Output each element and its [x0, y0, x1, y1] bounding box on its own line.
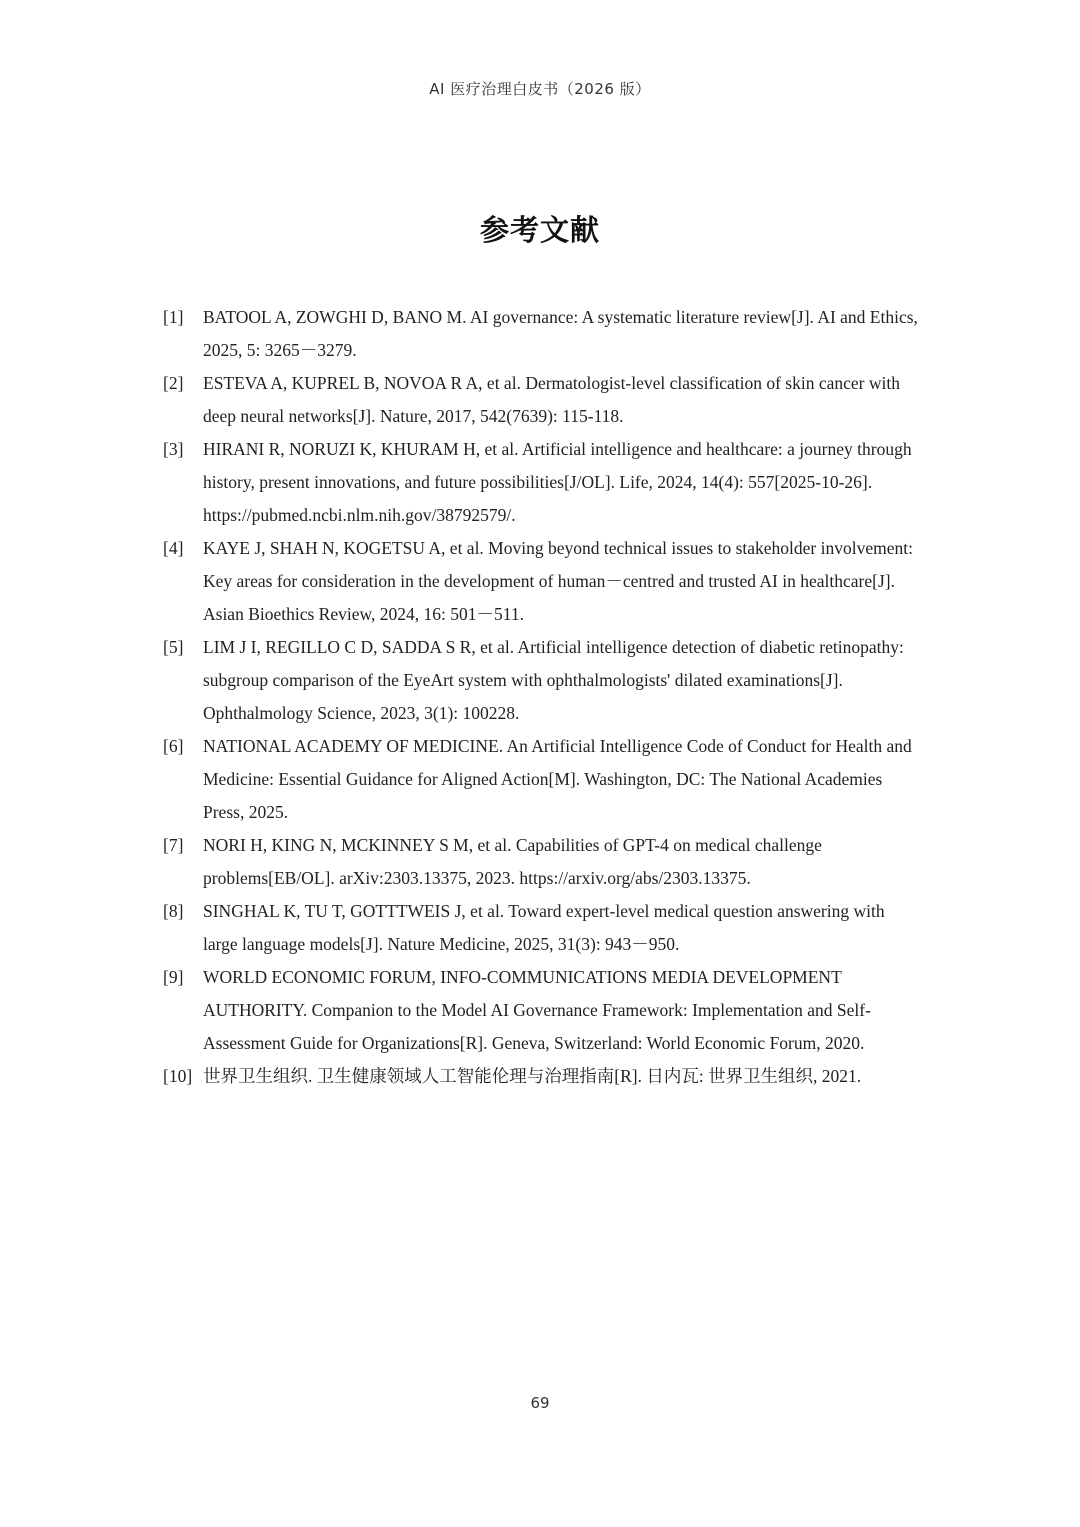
reference-number: [6]: [163, 736, 184, 756]
reference-number: [1]: [163, 307, 184, 327]
reference-number: [9]: [163, 967, 184, 987]
reference-number: [5]: [163, 637, 184, 657]
reference-item-9: [163, 961, 923, 1060]
reference-number: [2]: [163, 373, 184, 393]
running-header: AI 医疗治理白皮书（2026 版）: [429, 80, 651, 98]
reference-text: WORLD ECONOMIC FORUM, INFO-COMMUNICATIONS MEDIA DEVELOPMENT AUTHORITY. Companion to the Model AI Governance Framework: Implementation and Self-Assessment Guide for Organizations[R]. Geneva, Switzerland: World Economic Forum, 2020.: [203, 967, 871, 1053]
reference-text: BATOOL A, ZOWGHI D, BANO M. AI governance: A systematic literature review[J]. AI and Ethics, 2025, 5: 3265－3279.: [203, 307, 918, 360]
page-number: 69: [530, 1394, 550, 1412]
reference-item-5: [163, 631, 923, 730]
reference-number: [4]: [163, 538, 184, 558]
reference-item-7: [163, 829, 923, 895]
reference-text: LIM J I, REGILLO C D, SADDA S R, et al. Artificial intelligence detection of diabetic retinopathy: subgroup comparison of the EyeArt system with ophthalmologists' dilated examinations[J]. Ophthalmology Science, 2023, 3(1): 100228.: [203, 637, 904, 723]
reference-text: 世界卫生组织. 卫生健康领域人工智能伦理与治理指南[R]. 日内瓦: 世界卫生组织, 2021.: [203, 1066, 862, 1086]
reference-text: NORI H, KING N, MCKINNEY S M, et al. Capabilities of GPT-4 on medical challenge problems[EB/OL]. arXiv:2303.13375, 2023. https://arxiv.org/abs/2303.13375.: [203, 835, 822, 888]
reference-text: HIRANI R, NORUZI K, KHURAM H, et al. Artificial intelligence and healthcare: a journey through history, present innovations, and future possibilities[J/OL]. Life, 2024, 14(4): 557[2025-10-26]. https://pubmed.ncbi.nlm.nih.gov/38792579/.: [203, 439, 912, 525]
reference-text: KAYE J, SHAH N, KOGETSU A, et al. Moving beyond technical issues to stakeholder involvement: Key areas for consideration in the development of human－centred and trusted AI in healthcare[J]. Asian Bioethics Review, 2024, 16: 501－511.: [203, 538, 913, 624]
reference-item-2: [163, 367, 923, 433]
reference-item-8: [163, 895, 923, 961]
reference-number: [8]: [163, 901, 184, 921]
reference-item-10: [163, 1060, 923, 1093]
reference-number: [10]: [163, 1066, 193, 1086]
reference-item-6: [163, 730, 923, 829]
reference-number: [3]: [163, 439, 184, 459]
reference-item-4: [163, 532, 923, 631]
reference-text: SINGHAL K, TU T, GOTTTWEIS J, et al. Toward expert-level medical question answering with large language models[J]. Nature Medicine, 2025, 31(3): 943－950.: [203, 901, 885, 954]
page-title: 参考文献: [479, 213, 600, 247]
reference-item-1: [163, 301, 923, 367]
reference-item-3: [163, 433, 923, 532]
reference-text: NATIONAL ACADEMY OF MEDICINE. An Artificial Intelligence Code of Conduct for Health and Medicine: Essential Guidance for Aligned Action[M]. Washington, DC: The National Academies Press, 2025.: [203, 736, 912, 822]
reference-text: ESTEVA A, KUPREL B, NOVOA R A, et al. Dermatologist-level classification of skin cancer with deep neural networks[J]. Nature, 2017, 542(7639): 115-118.: [203, 373, 900, 426]
reference-number: [7]: [163, 835, 184, 855]
reference-list: [163, 301, 923, 1093]
